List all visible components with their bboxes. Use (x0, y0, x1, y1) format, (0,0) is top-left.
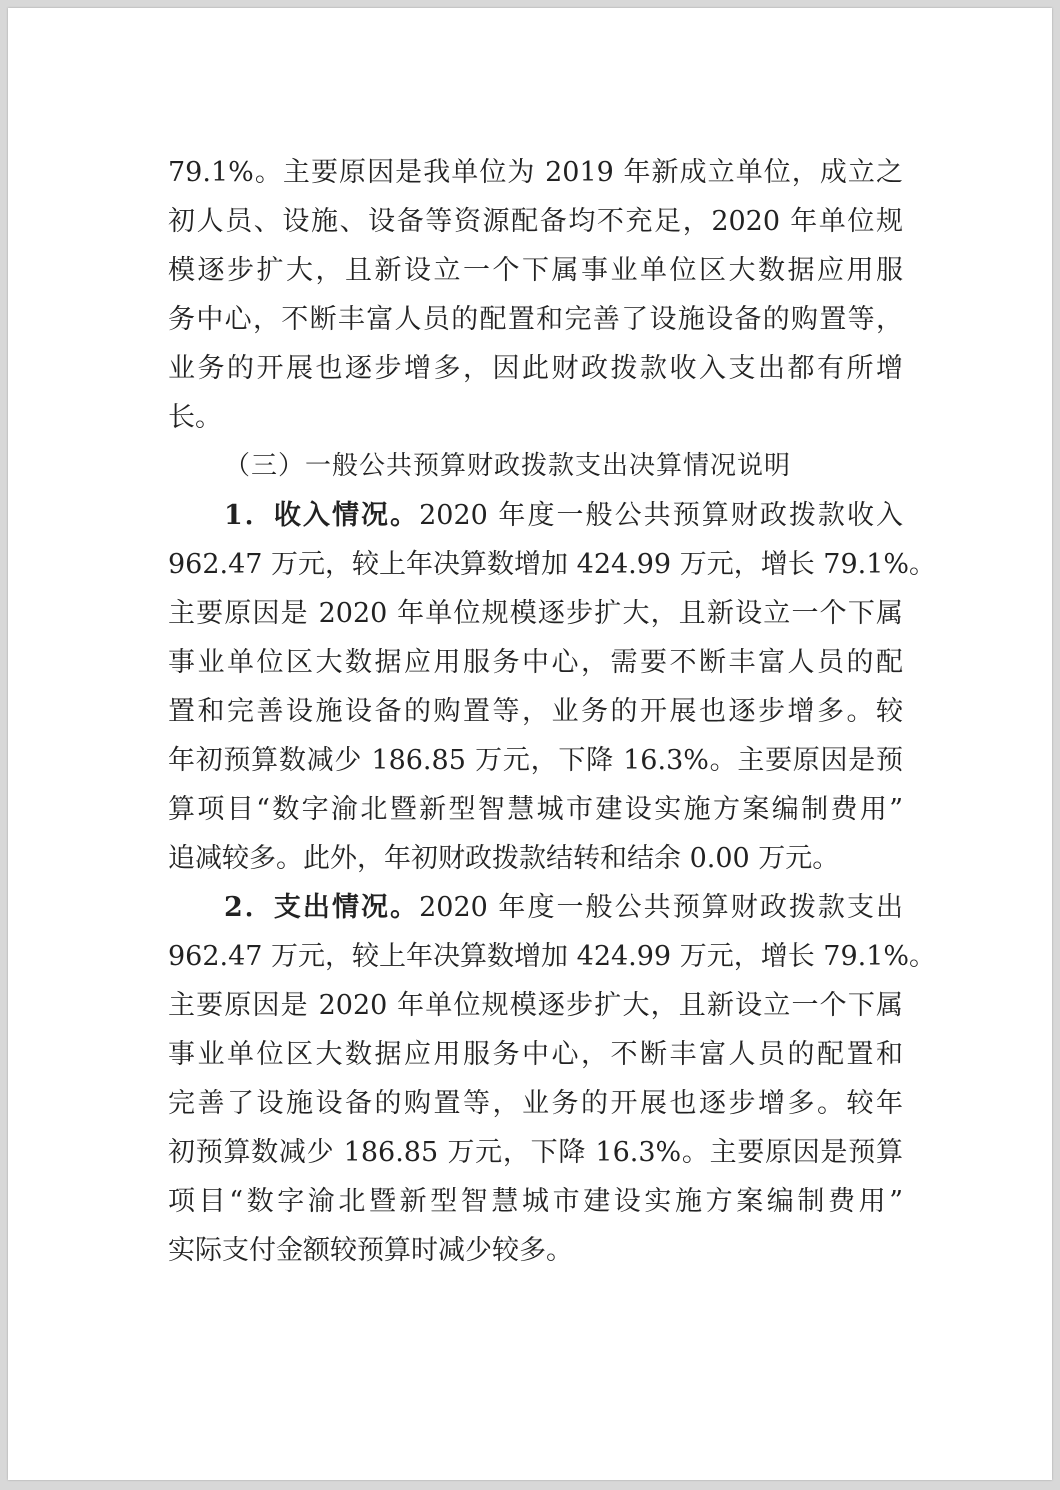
text-line: 置和完善设施设备的购置等，业务的开展也逐步增多。较 (168, 696, 903, 727)
document-body (168, 148, 937, 1275)
paragraph-expense (168, 883, 937, 1275)
text-line: 模逐步扩大，且新设立一个下属事业单位区大数据应用服 (168, 255, 903, 286)
expense-first-line: 2020 年度一般公共预算财政拨款支出 (419, 892, 903, 923)
text-line: 事业单位区大数据应用服务中心，需要不断丰富人员的配 (168, 647, 903, 678)
text-line: 初预算数减少 186.85 万元，下降 16.3%。主要原因是预算 (168, 1137, 903, 1168)
text-line: 79.1%。主要原因是我单位为 2019 年新成立单位，成立之 (168, 157, 903, 188)
text-line: 项目“数字渝北暨新型智慧城市建设实施方案编制费用” (168, 1186, 903, 1217)
text-line: 962.47 万元，较上年决算数增加 424.99 万元，增长 79.1%。 (168, 941, 937, 972)
text-line: 追减较多。此外，年初财政拨款结转和结余 0.00 万元。 (168, 843, 840, 874)
text-line: 实际支付金额较预算时减少较多。 (168, 1235, 573, 1266)
text-line (168, 883, 903, 932)
text-line (168, 491, 903, 540)
text-line: 务中心，不断丰富人员的配置和完善了设施设备的购置等， (168, 304, 903, 335)
text-line: 完善了设施设备的购置等，业务的开展也逐步增多。较年 (168, 1088, 903, 1119)
text-line: 年初预算数减少 186.85 万元，下降 16.3%。主要原因是预 (168, 745, 903, 776)
text-line: 主要原因是 2020 年单位规模逐步扩大，且新设立一个下属 (168, 598, 903, 629)
text-line: 业务的开展也逐步增多，因此财政拨款收入支出都有所增 (168, 353, 903, 384)
income-label: 1．收入情况。 (224, 500, 420, 531)
income-first-line: 2020 年度一般公共预算财政拨款收入 (419, 500, 903, 531)
section-heading: （三）一般公共预算财政拨款支出决算情况说明 (224, 451, 792, 481)
text-line: 算项目“数字渝北暨新型智慧城市建设实施方案编制费用” (168, 794, 903, 825)
paragraph-income (168, 491, 937, 883)
expense-label: 2．支出情况。 (224, 892, 420, 923)
document-page (8, 8, 1052, 1480)
text-line: 初人员、设施、设备等资源配备均不充足，2020 年单位规 (168, 206, 903, 237)
paragraph-continuation (168, 148, 903, 442)
text-line: 962.47 万元，较上年决算数增加 424.99 万元，增长 79.1%。 (168, 549, 937, 580)
text-line: 事业单位区大数据应用服务中心，不断丰富人员的配置和 (168, 1039, 903, 1070)
text-line: 主要原因是 2020 年单位规模逐步扩大，且新设立一个下属 (168, 990, 903, 1021)
text-line: 长。 (168, 402, 222, 433)
